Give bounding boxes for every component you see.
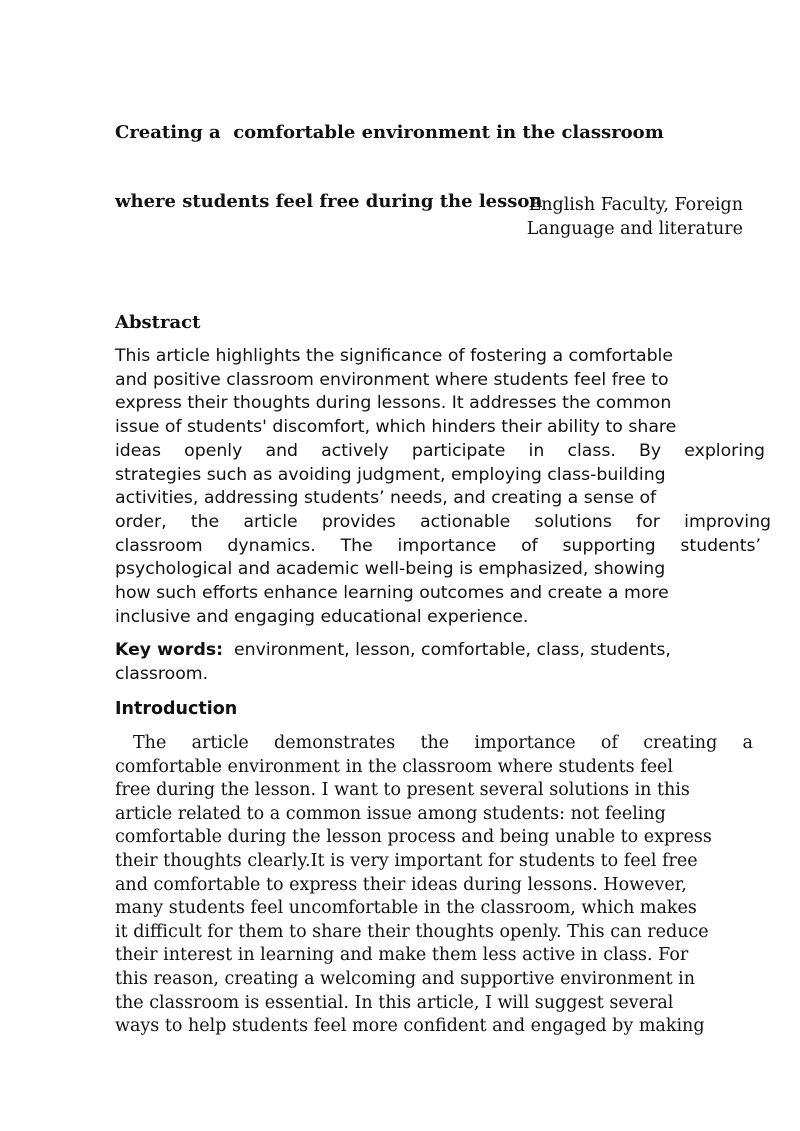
introduction-line: comfortable during the lesson process and being unable to express [115, 827, 712, 848]
affiliation-line: English Faculty, Foreign [528, 195, 743, 215]
introduction-heading: Introduction [115, 699, 238, 719]
abstract-line: express their thoughts during lessons. It addresses the common [115, 393, 672, 414]
introduction-line: many students feel uncomfortable in the classroom, which makes [115, 898, 697, 919]
introduction-line: their thoughts clearly.It is very important for students to feel free [115, 850, 698, 871]
introduction-line: and comfortable to express their ideas during lessons. However, [115, 874, 687, 895]
keywords-label: Key words: [115, 640, 224, 660]
abstract-line: psychological and academic well-being is emphasized, showing [115, 559, 666, 580]
keywords-block [115, 639, 755, 686]
keywords-list: environment, lesson, comfortable, class, students, [234, 640, 671, 660]
affiliation-line: Language and literature [526, 219, 743, 239]
introduction-line: free during the lesson. I want to present several solutions in this [115, 780, 690, 801]
abstract-line: inclusive and engaging educational experience. [115, 606, 529, 627]
introduction-line: comfortable environment in the classroom where students feel [115, 756, 674, 777]
abstract-line: issue of students' discomfort, which hinders their ability to share [115, 417, 677, 438]
title-line: Creating a comfortable environment in the classroom [115, 122, 664, 143]
abstract-line: ideas openly and actively participate in class. By exploring [115, 440, 765, 461]
introduction-line: it difficult for them to share their thoughts openly. This can reduce [115, 921, 709, 942]
introduction-line: article related to a common issue among students: not feeling [115, 803, 666, 824]
introduction-text [115, 732, 759, 1039]
keywords-line: classroom. [115, 663, 209, 684]
abstract-line: This article highlights the significance of fostering a comfortable [115, 346, 673, 366]
introduction-line: The article demonstrates the importance of creating a [133, 733, 753, 753]
abstract-line: order, the article provides actionable solutions for improving [115, 511, 771, 532]
introduction-line: ways to help students feel more confident and engaged by making [115, 1016, 705, 1037]
abstract-line: strategies such as avoiding judgment, employing class-building [115, 464, 666, 485]
abstract-line: classroom dynamics. The importance of supporting students’ [115, 535, 761, 556]
abstract-line: activities, addressing students’ needs, and creating a sense of [115, 488, 657, 509]
abstract-line: how such efforts enhance learning outcomes and create a more [115, 583, 669, 604]
introduction-line: this reason, creating a welcoming and supportive environment in [115, 968, 696, 989]
abstract-line: and positive classroom environment where students feel free to [115, 369, 669, 390]
abstract-heading: Abstract [115, 312, 201, 333]
author-affiliation [460, 193, 743, 241]
title-line: where students feel free during the lesson [115, 191, 543, 212]
introduction-line: their interest in learning and make them less active in class. For [115, 945, 689, 966]
introduction-line: the classroom is essential. In this article, I will suggest several [115, 992, 674, 1013]
abstract-text [115, 345, 775, 629]
keywords-line [115, 639, 755, 663]
